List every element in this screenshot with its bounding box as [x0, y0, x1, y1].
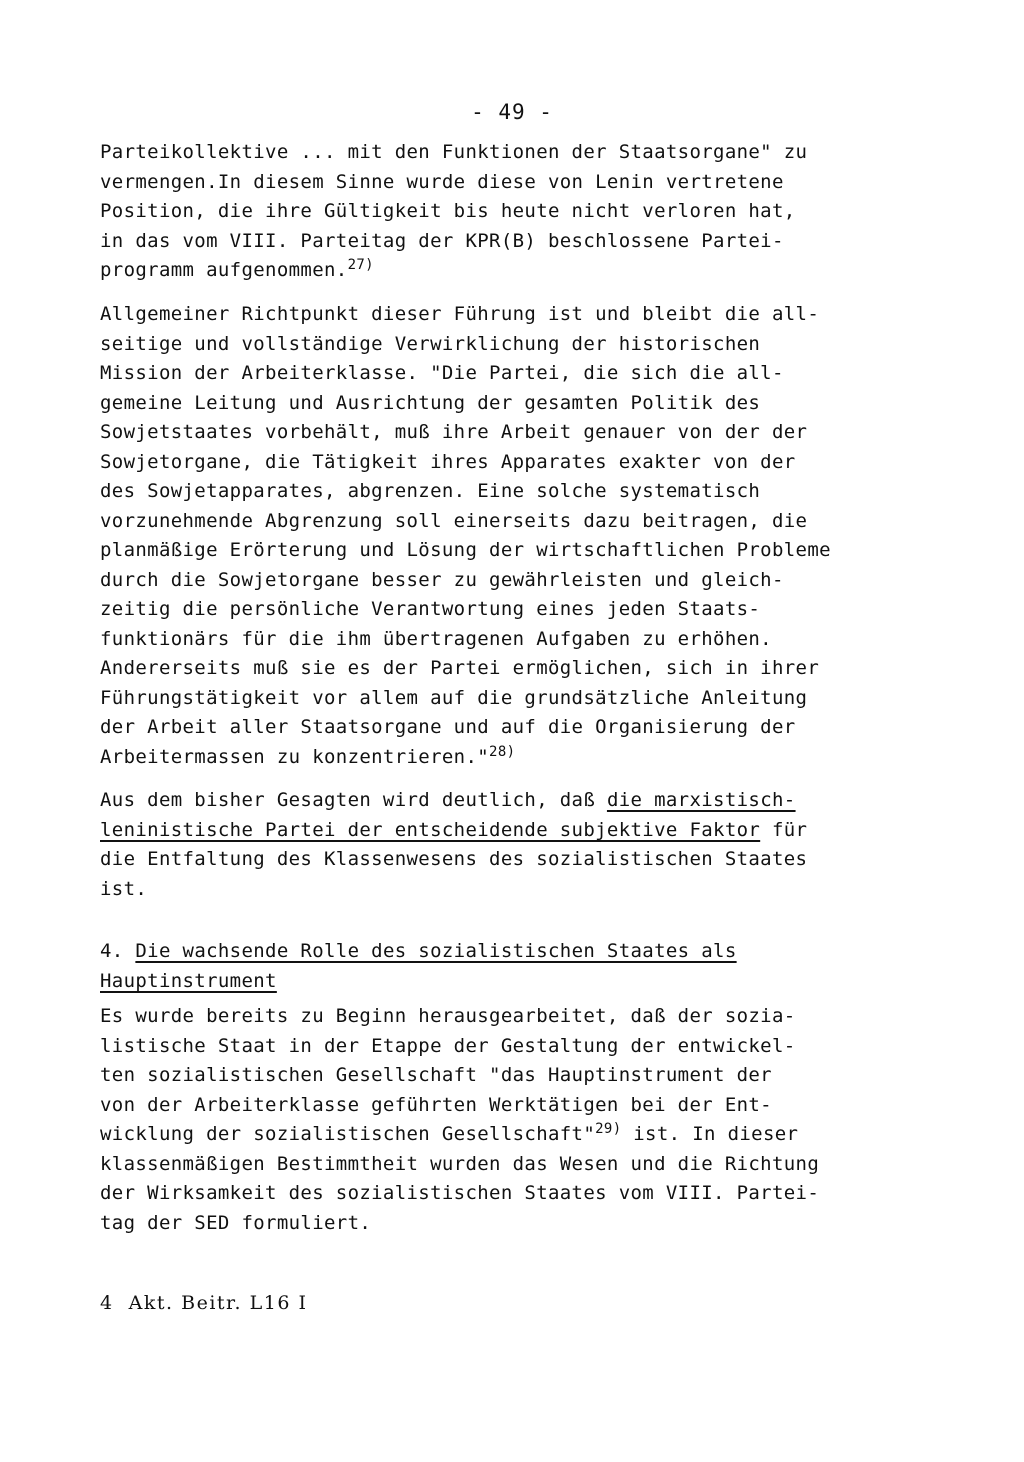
- page-number: - 49 -: [471, 100, 553, 124]
- text-segment: ist. In dieser: [621, 1123, 799, 1145]
- text-line: tag der SED formuliert.: [100, 1211, 372, 1234]
- text-segment: wicklung der sozialistischen Gesellschaft": [100, 1123, 596, 1145]
- text-line: von der Arbeiterklasse geführten Werktätigen bei der Ent-: [100, 1093, 772, 1116]
- text-line: zeitig die persönliche Verantwortung eines jeden Staats-: [100, 598, 761, 620]
- text-line: ten sozialistischen Gesellschaft "das Hauptinstrument der: [100, 1064, 772, 1086]
- text-segment: Arbeitermassen zu konzentrieren.": [100, 745, 490, 768]
- paragraph-4: [100, 1002, 860, 1238]
- text-segment: für: [760, 818, 808, 841]
- text-line: [100, 743, 860, 773]
- underlined-text: Hauptinstrument: [100, 970, 277, 992]
- text-line: [100, 816, 860, 846]
- text-line: vorzunehmende Abgrenzung soll einerseits dazu beitragen, die: [100, 509, 808, 532]
- text-line: planmäßige Erörterung und Lösung der wirtschaftlichen Probleme: [100, 539, 831, 561]
- text-line: [100, 256, 860, 286]
- paragraph-1: [100, 138, 860, 286]
- text-line: Allgemeiner Richtpunkt dieser Führung ist und bleibt die all-: [100, 303, 820, 325]
- footnote-marker: 29): [595, 1121, 622, 1137]
- text-line: Sowjetstaates vorbehält, muß ihre Arbeit genauer von der der: [100, 421, 808, 443]
- section-number: 4.: [100, 940, 136, 962]
- text-line: in das vom VIII. Parteitag der KPR(B) beschlossene Partei-: [100, 229, 784, 252]
- heading-line: [100, 936, 860, 966]
- text-line: Andererseits muß sie es der Partei ermöglichen, sich in ihrer: [100, 657, 820, 679]
- paragraph-3: [100, 786, 860, 904]
- text-line: listische Staat in der Etappe der Gestaltung der entwickel-: [100, 1034, 796, 1057]
- underlined-text: leninistische Partei der entscheidende subjektive Faktor: [100, 818, 761, 841]
- footer-source-note: 4 Akt. Beitr. L16 I: [100, 1292, 308, 1314]
- footnote-marker: 28): [489, 743, 516, 760]
- text-segment: Aus dem bisher Gesagten wird deutlich, daß: [100, 789, 607, 811]
- text-line: [100, 1120, 860, 1150]
- text-line: seitige und vollständige Verwirklichung der historischen: [100, 332, 761, 355]
- text-line: Führungstätigkeit vor allem auf die grundsätzliche Anleitung: [100, 686, 808, 709]
- text-line: durch die Sowjetorgane besser zu gewährleisten und gleich-: [100, 568, 784, 591]
- paragraph-2: [100, 300, 860, 772]
- text-line: [100, 786, 860, 816]
- underlined-text: Die wachsende Rolle des sozialistischen Staates als: [135, 940, 737, 962]
- text-line: Es wurde bereits zu Beginn herausgearbeitet, daß der sozia-: [100, 1005, 796, 1027]
- text-line: der Arbeit aller Staatsorgane und auf die Organisierung der: [100, 716, 796, 738]
- footnote-marker: 27): [347, 257, 374, 273]
- text-line: der Wirksamkeit des sozialistischen Staates vom VIII. Partei-: [100, 1182, 820, 1204]
- text-line: Position, die ihre Gültigkeit bis heute nicht verloren hat,: [100, 200, 796, 222]
- section-heading: [100, 936, 860, 996]
- text-line: ist.: [100, 877, 148, 900]
- text-line: Parteikollektive ... mit den Funktionen der Staatsorgane" zu: [100, 141, 808, 163]
- text-line: klassenmäßigen Bestimmtheit wurden das Wesen und die Richtung: [100, 1152, 820, 1175]
- text-line: gemeine Leitung und Ausrichtung der gesamten Politik des: [100, 391, 761, 414]
- text-line: des Sowjetapparates, abgrenzen. Eine solche systematisch: [100, 480, 761, 502]
- text-line: vermengen.In diesem Sinne wurde diese von Lenin vertretene: [100, 170, 784, 193]
- text-line: Mission der Arbeiterklasse. "Die Partei, die sich die all-: [100, 362, 784, 384]
- underlined-text: die marxistisch-: [606, 789, 796, 811]
- text-segment: programm aufgenommen.: [100, 259, 348, 281]
- text-line: die Entfaltung des Klassenwesens des sozialistischen Staates: [100, 848, 808, 870]
- text-line: funktionärs für die ihm übertragenen Aufgaben zu erhöhen.: [100, 627, 772, 650]
- heading-line: [100, 966, 860, 996]
- text-line: Sowjetorgane, die Tätigkeit ihres Apparates exakter von der: [100, 450, 796, 473]
